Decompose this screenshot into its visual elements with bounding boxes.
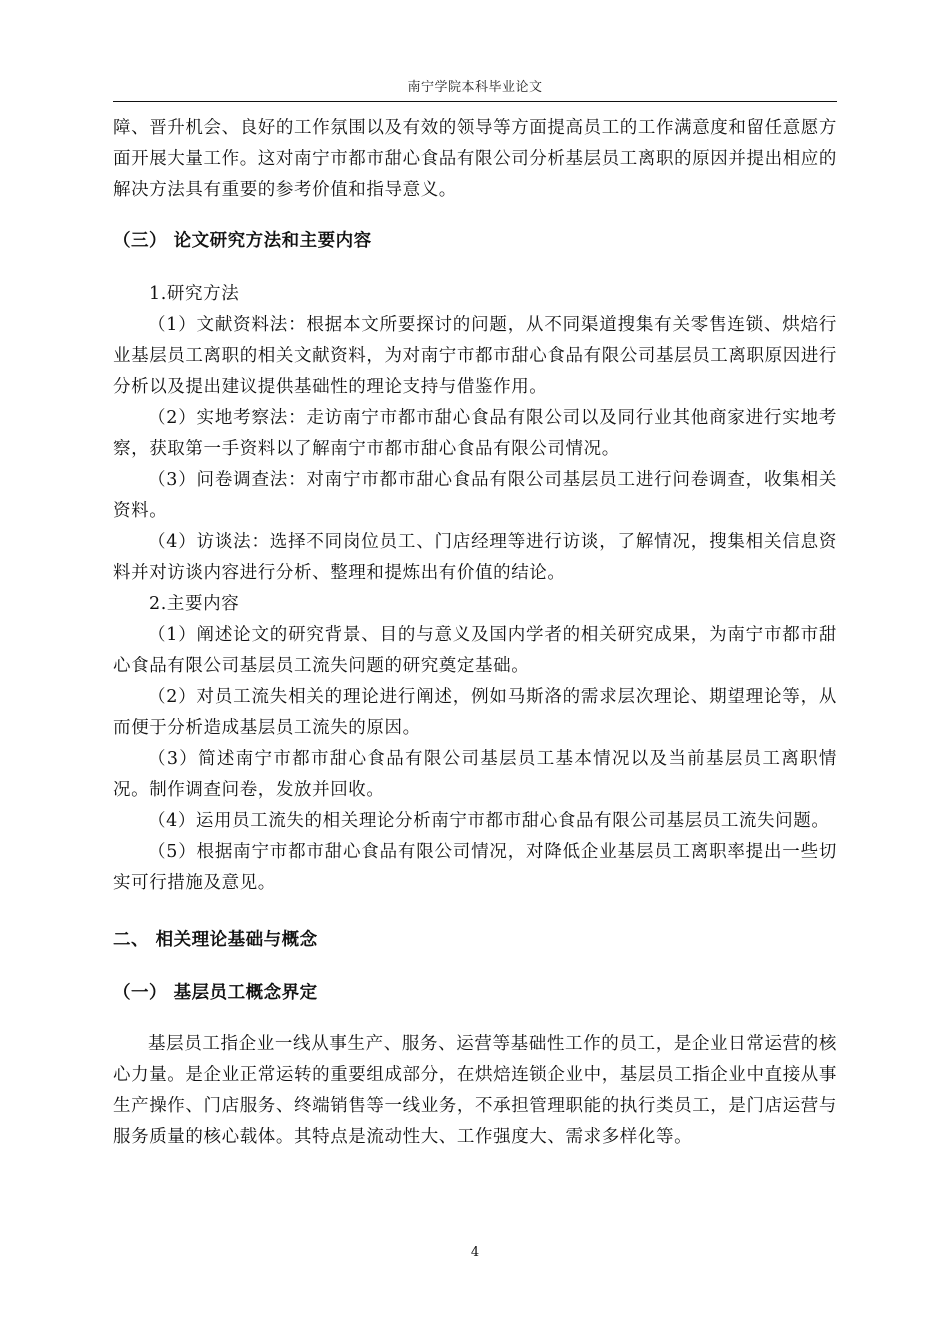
definition-paragraph: 基层员工指企业一线从事生产、服务、运营等基础性工作的员工，是企业日常运营的核心力量。是企业正常运转的重要组成部分，在烘焙连锁企业中，基层员工指企业中直接从事生产操作、门店服务、终端销售等一线业务，不承担管理职能的执行类员工，是门店运营与服务质量的核心载体。其特点是流动性大、工作强度大、需求多样化等。 [113, 1034, 837, 1147]
content-item-1: （1）阐述论文的研究背景、目的与意义及国内学者的相关研究成果，为南宁市都市甜心食品有限公司基层员工流失问题的研究奠定基础。 [113, 625, 837, 676]
content-item-3: （3）简述南宁市都市甜心食品有限公司基层员工基本情况以及当前基层员工离职情况。制作调查问卷，发放并回收。 [113, 749, 837, 800]
section-heading-1: （一） 基层员工概念界定 [113, 983, 318, 1003]
content-item-2: （2）对员工流失相关的理论进行阐述，例如马斯洛的需求层次理论、期望理论等，从而便于分析造成基层员工流失的原因。 [113, 687, 837, 738]
section-heading-3: （三） 论文研究方法和主要内容 [113, 231, 372, 251]
page-number: 4 [470, 1245, 480, 1260]
subheading-main-content: 2.主要内容 [149, 594, 240, 614]
method-item-3: （3）问卷调查法：对南宁市都市甜心食品有限公司基层员工进行问卷调查，收集相关资料。 [113, 470, 837, 521]
running-header: 南宁学院本科毕业论文 [407, 80, 543, 95]
method-item-4: （4）访谈法：选择不同岗位员工、门店经理等进行访谈，了解情况，搜集相关信息资料并对访谈内容进行分析、整理和提炼出有价值的结论。 [113, 532, 837, 583]
content-item-4: （4）运用员工流失的相关理论分析南宁市都市甜心食品有限公司基层员工流失问题。 [148, 811, 830, 831]
method-item-2: （2）实地考察法：走访南宁市都市甜心食品有限公司以及同行业其他商家进行实地考察，获取第一手资料以了解南宁市都市甜心食品有限公司情况。 [113, 408, 837, 459]
subheading-research-methods: 1.研究方法 [149, 284, 240, 304]
header-divider [113, 101, 837, 102]
method-item-1: （1）文献资料法：根据本文所要探讨的问题，从不同渠道搜集有关零售连锁、烘焙行业基层员工离职的相关文献资料，为对南宁市都市甜心食品有限公司基层员工离职原因进行分析以及提出建议提供基础性的理论支持与借鉴作用。 [113, 315, 837, 397]
content-item-5: （5）根据南宁市都市甜心食品有限公司情况，对降低企业基层员工离职率提出一些切实可行措施及意见。 [113, 842, 837, 893]
continued-paragraph: 障、晋升机会、良好的工作氛围以及有效的领导等方面提高员工的工作满意度和留任意愿方面开展大量工作。这对南宁市都市甜心食品有限公司分析基层员工离职的原因并提出相应的解决方法具有重要的参考价值和指导意义。 [113, 118, 837, 200]
chapter-heading-2: 二、 相关理论基础与概念 [113, 930, 318, 950]
page-body [113, 113, 837, 1153]
